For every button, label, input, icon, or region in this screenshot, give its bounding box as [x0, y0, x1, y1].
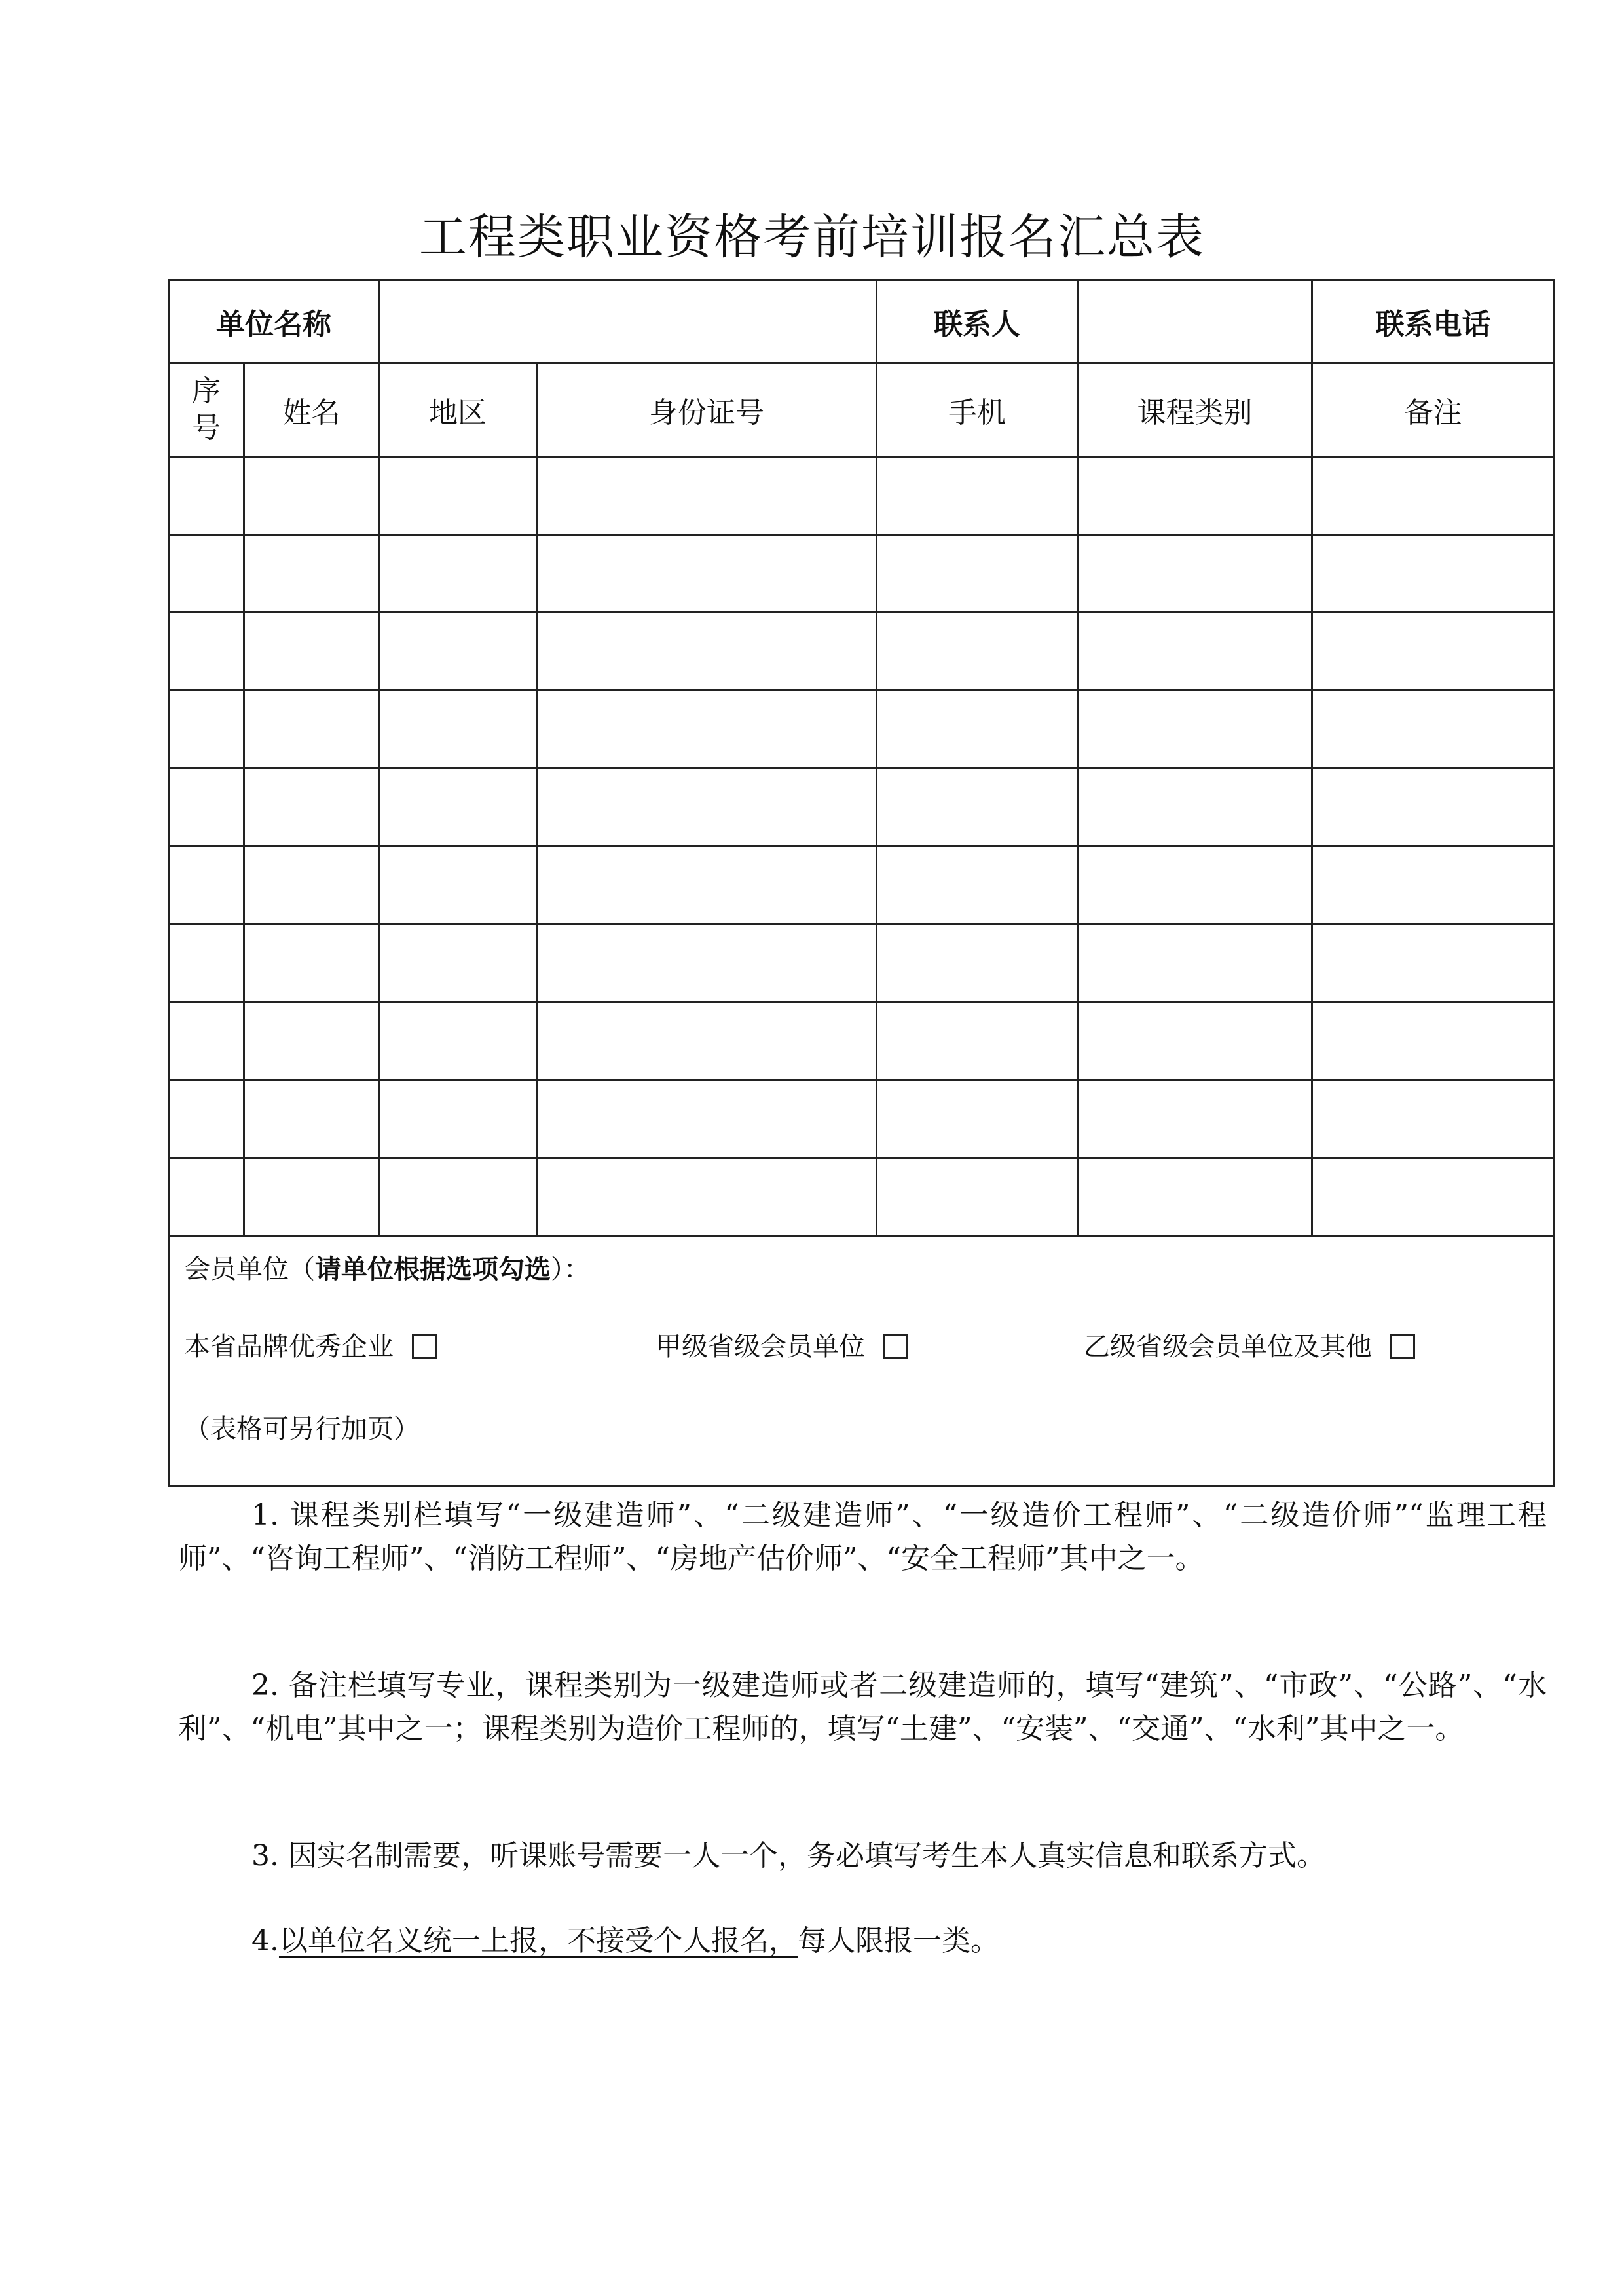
cell-remark[interactable] [1312, 924, 1555, 1002]
note-4 [178, 1920, 1547, 1963]
cell-name[interactable] [244, 924, 379, 1002]
cell-course[interactable] [1078, 1002, 1312, 1080]
table-row [169, 847, 1555, 924]
column-header-row [169, 363, 1555, 457]
column-header-course: 课程类别 [1078, 363, 1312, 457]
column-header-mobile: 手机 [877, 363, 1078, 457]
cell-id-number[interactable] [537, 1080, 877, 1158]
cell-course[interactable] [1078, 924, 1312, 1002]
unit-name-label: 单位名称 [169, 280, 379, 363]
table-row [169, 535, 1555, 613]
cell-course[interactable] [1078, 1080, 1312, 1158]
contact-field[interactable] [1078, 280, 1312, 363]
cell-region[interactable] [379, 1080, 537, 1158]
table-row [169, 769, 1555, 847]
cell-id-number[interactable] [537, 613, 877, 691]
cell-remark[interactable] [1312, 1080, 1555, 1158]
table-row [169, 457, 1555, 535]
cell-seq[interactable] [169, 769, 244, 847]
cell-name[interactable] [244, 691, 379, 769]
member-heading-instruction: 请单位根据选项勾选 [315, 1254, 551, 1285]
cell-region[interactable] [379, 457, 537, 535]
page-title: 工程类职业资格考前培训报名汇总表 [419, 210, 1205, 265]
member-heading-prefix: 会员单位（ [184, 1254, 315, 1285]
seq-label-top: 序 [192, 374, 221, 408]
cell-name[interactable] [244, 769, 379, 847]
column-header-region: 地区 [379, 363, 537, 457]
data-rows [169, 457, 1555, 1236]
cell-id-number[interactable] [537, 535, 877, 613]
cell-id-number[interactable] [537, 847, 877, 924]
column-header-name: 姓名 [244, 363, 379, 457]
cell-seq[interactable] [169, 457, 244, 535]
column-header-remark: 备注 [1312, 363, 1555, 457]
cell-name[interactable] [244, 1158, 379, 1236]
table-row [169, 1002, 1555, 1080]
cell-seq[interactable] [169, 847, 244, 924]
cell-id-number[interactable] [537, 457, 877, 535]
table-row [169, 691, 1555, 769]
unit-info-row [169, 280, 1555, 363]
cell-name[interactable] [244, 847, 379, 924]
member-unit-heading [184, 1252, 590, 1286]
cell-mobile[interactable] [877, 691, 1078, 769]
cell-name[interactable] [244, 1080, 379, 1158]
table-row [169, 613, 1555, 691]
cell-seq[interactable] [169, 613, 244, 691]
note-4-underlined: 以单位名义统一上报，不接受个人报名， [278, 1924, 798, 1958]
cell-course[interactable] [1078, 769, 1312, 847]
checkbox-class-b[interactable] [1390, 1334, 1415, 1359]
member-option-label: 本省品牌优秀企业 [184, 1332, 394, 1362]
cell-region[interactable] [379, 1002, 537, 1080]
extra-page-note: （表格可另行加页） [184, 1414, 420, 1444]
cell-region[interactable] [379, 691, 537, 769]
cell-mobile[interactable] [877, 457, 1078, 535]
checkbox-provincial-brand[interactable] [412, 1334, 437, 1359]
cell-course[interactable] [1078, 613, 1312, 691]
note-4-suffix: 每人限报一类。 [797, 1924, 999, 1958]
cell-id-number[interactable] [537, 769, 877, 847]
note-4-number: 4. [251, 1924, 279, 1958]
cell-id-number[interactable] [537, 924, 877, 1002]
cell-course[interactable] [1078, 457, 1312, 535]
column-header-id-number: 身份证号 [537, 363, 877, 457]
member-option-class-a[interactable] [655, 1330, 908, 1364]
cell-remark[interactable] [1312, 1158, 1555, 1236]
cell-region[interactable] [379, 924, 537, 1002]
member-unit-row [169, 1236, 1555, 1487]
cell-remark[interactable] [1312, 1002, 1555, 1080]
cell-seq[interactable] [169, 924, 244, 1002]
cell-name[interactable] [244, 1002, 379, 1080]
note-1: 1. 课程类别栏填写“一级建造师”、“二级建造师”、“一级造价工程师”、“二级造价师”“监理工程师”、“咨询工程师”、“消防工程师”、“房地产估价师”、“安全工程师”其中之一。 [178, 1499, 1547, 1575]
cell-course[interactable] [1078, 1158, 1312, 1236]
cell-id-number[interactable] [537, 1002, 877, 1080]
cell-mobile[interactable] [877, 1158, 1078, 1236]
table-row [169, 1080, 1555, 1158]
member-heading-suffix: ）： [551, 1254, 590, 1285]
cell-mobile[interactable] [877, 769, 1078, 847]
seq-label-bottom: 号 [192, 411, 221, 445]
cell-region[interactable] [379, 1158, 537, 1236]
checkbox-class-a[interactable] [883, 1334, 908, 1359]
member-unit-cell [169, 1236, 1555, 1487]
cell-remark[interactable] [1312, 613, 1555, 691]
cell-remark[interactable] [1312, 691, 1555, 769]
cell-course[interactable] [1078, 691, 1312, 769]
cell-seq[interactable] [169, 1002, 244, 1080]
member-option-label: 乙级省级会员单位及其他 [1084, 1332, 1372, 1362]
cell-id-number[interactable] [537, 691, 877, 769]
member-option-class-b[interactable] [1084, 1330, 1415, 1364]
cell-course[interactable] [1078, 535, 1312, 613]
table-row [169, 1158, 1555, 1236]
cell-remark[interactable] [1312, 769, 1555, 847]
cell-mobile[interactable] [877, 1080, 1078, 1158]
phone-label: 联系电话 [1312, 280, 1555, 363]
cell-region[interactable] [379, 613, 537, 691]
cell-name[interactable] [244, 613, 379, 691]
cell-seq[interactable] [169, 535, 244, 613]
column-header-seq [169, 363, 244, 457]
cell-remark[interactable] [1312, 457, 1555, 535]
cell-region[interactable] [379, 769, 537, 847]
note-3: 3. 因实名制需要，听课账号需要一人一个，务必填写考生本人真实信息和联系方式。 [251, 1839, 1325, 1872]
cell-remark[interactable] [1312, 535, 1555, 613]
unit-name-field[interactable] [379, 280, 877, 363]
registration-table [168, 279, 1555, 1487]
cell-name[interactable] [244, 535, 379, 613]
note-2: 2. 备注栏填写专业，课程类别为一级建造师或者二级建造师的，填写“建筑”、“市政”、“公路”、“水利”、“机电”其中之一；课程类别为造价工程师的，填写“土建”、“安装”、“交通”、“水利”其中之一。 [178, 1669, 1547, 1745]
table-row [169, 924, 1555, 1002]
cell-region[interactable] [379, 535, 537, 613]
cell-seq[interactable] [169, 691, 244, 769]
cell-mobile[interactable] [877, 847, 1078, 924]
cell-remark[interactable] [1312, 847, 1555, 924]
member-option-provincial-brand[interactable] [184, 1330, 437, 1364]
cell-mobile[interactable] [877, 1002, 1078, 1080]
cell-seq[interactable] [169, 1080, 244, 1158]
cell-id-number[interactable] [537, 1158, 877, 1236]
cell-name[interactable] [244, 457, 379, 535]
cell-seq[interactable] [169, 1158, 244, 1236]
contact-label: 联系人 [877, 280, 1078, 363]
member-option-label: 甲级省级会员单位 [655, 1332, 865, 1362]
cell-mobile[interactable] [877, 535, 1078, 613]
cell-region[interactable] [379, 847, 537, 924]
cell-course[interactable] [1078, 847, 1312, 924]
cell-mobile[interactable] [877, 613, 1078, 691]
cell-mobile[interactable] [877, 924, 1078, 1002]
